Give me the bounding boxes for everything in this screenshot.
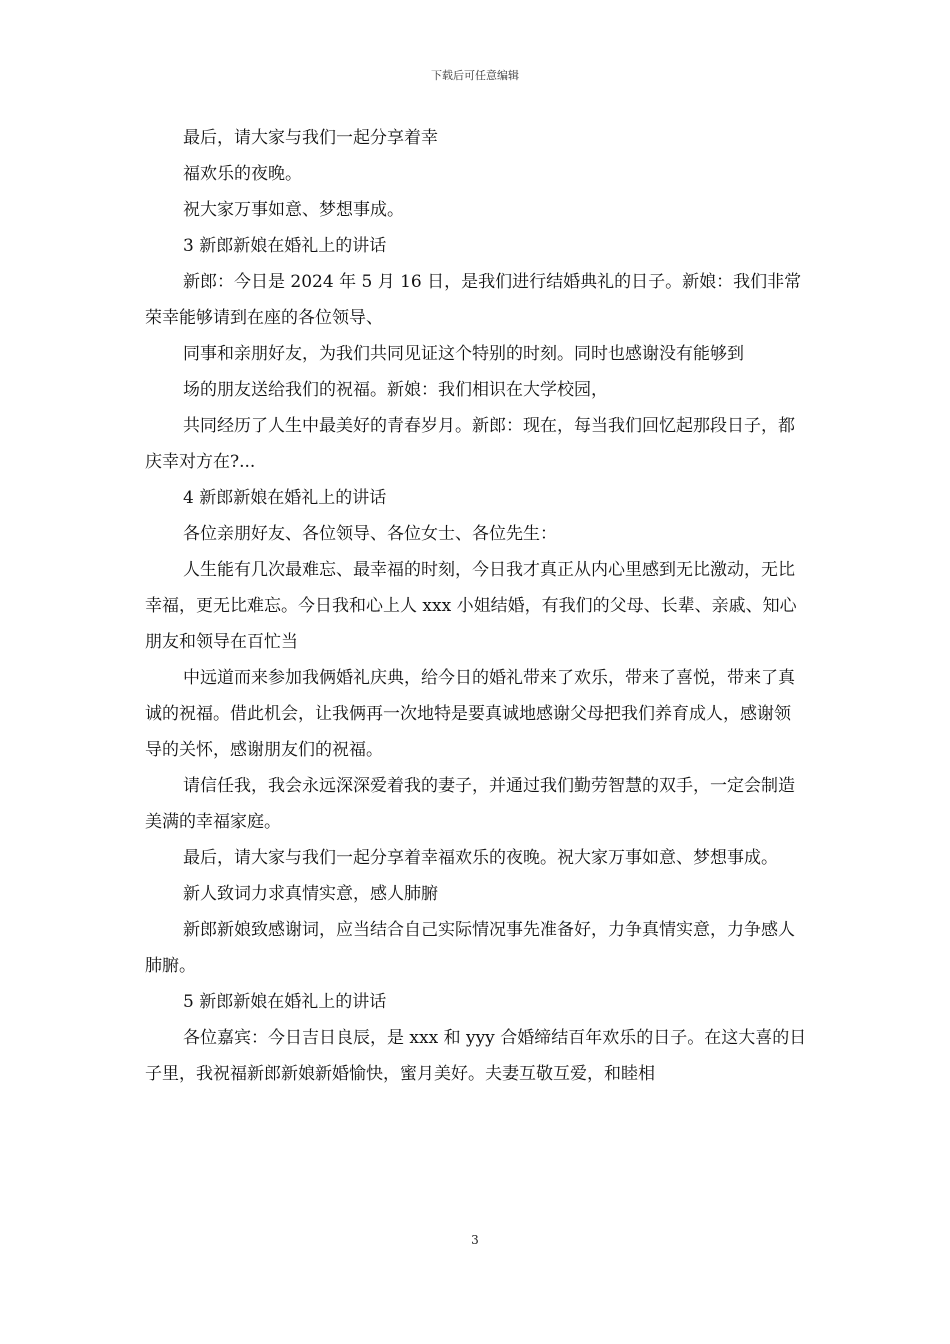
section-heading: 3 新郎新娘在婚礼上的讲话 xyxy=(183,236,387,256)
page-number: 3 xyxy=(471,1233,479,1247)
page-header: 下载后可任意编辑 xyxy=(431,69,519,82)
paragraph: 最后，请大家与我们一起分享着幸福欢乐的夜晚。祝大家万事如意、梦想事成。 xyxy=(183,848,778,868)
paragraph: 新人致词力求真情实意，感人肺腑 xyxy=(183,884,438,904)
paragraph: 人生能有几次最难忘、最幸福的时刻，今日我才真正从内心里感到无比激动，无比幸福，更无比难忘。今日我和心上人 xxx 小姐结婚，有我们的父母、长辈、亲戚、知心朋友和领导在百忙当 xyxy=(145,560,797,652)
paragraph: 共同经历了人生中最美好的青春岁月。新郎：现在，每当我们回忆起那段日子，都庆幸对方在?... xyxy=(145,416,795,472)
paragraph: 各位嘉宾：今日吉日良辰，是 xxx 和 yyy 合婚缔结百年欢乐的日子。在这大喜的日子里，我祝福新郎新娘新婚愉快，蜜月美好。夫妻互敬互爱，和睦相 xyxy=(145,1028,807,1084)
section-heading: 4 新郎新娘在婚礼上的讲话 xyxy=(183,488,387,508)
document-body xyxy=(145,120,807,1092)
paragraph: 新郎新娘致感谢词，应当结合自己实际情况事先准备好，力争真情实意，力争感人肺腑。 xyxy=(145,920,795,976)
paragraph: 各位亲朋好友、各位领导、各位女士、各位先生： xyxy=(183,524,557,544)
section-heading: 5 新郎新娘在婚礼上的讲话 xyxy=(183,992,387,1012)
paragraph: 最后，请大家与我们一起分享着幸 xyxy=(183,128,438,148)
paragraph: 新郎：今日是 2024 年 5 月 16 日，是我们进行结婚典礼的日子。新娘：我们非常荣幸能够请到在座的各位领导、 xyxy=(145,272,802,328)
paragraph: 请信任我，我会永远深深爱着我的妻子，并通过我们勤劳智慧的双手，一定会制造美满的幸福家庭。 xyxy=(145,776,795,832)
paragraph: 祝大家万事如意、梦想事成。 xyxy=(183,200,404,220)
paragraph: 同事和亲朋好友，为我们共同见证这个特别的时刻。同时也感谢没有能够到 xyxy=(183,344,744,364)
paragraph: 福欢乐的夜晚。 xyxy=(183,164,302,184)
paragraph: 中远道而来参加我俩婚礼庆典，给今日的婚礼带来了欢乐，带来了喜悦，带来了真诚的祝福。借此机会，让我俩再一次地特是要真诚地感谢父母把我们养育成人，感谢领导的关怀，感谢朋友们的祝福。 xyxy=(145,668,795,760)
paragraph: 场的朋友送给我们的祝福。新娘：我们相识在大学校园， xyxy=(183,380,608,400)
